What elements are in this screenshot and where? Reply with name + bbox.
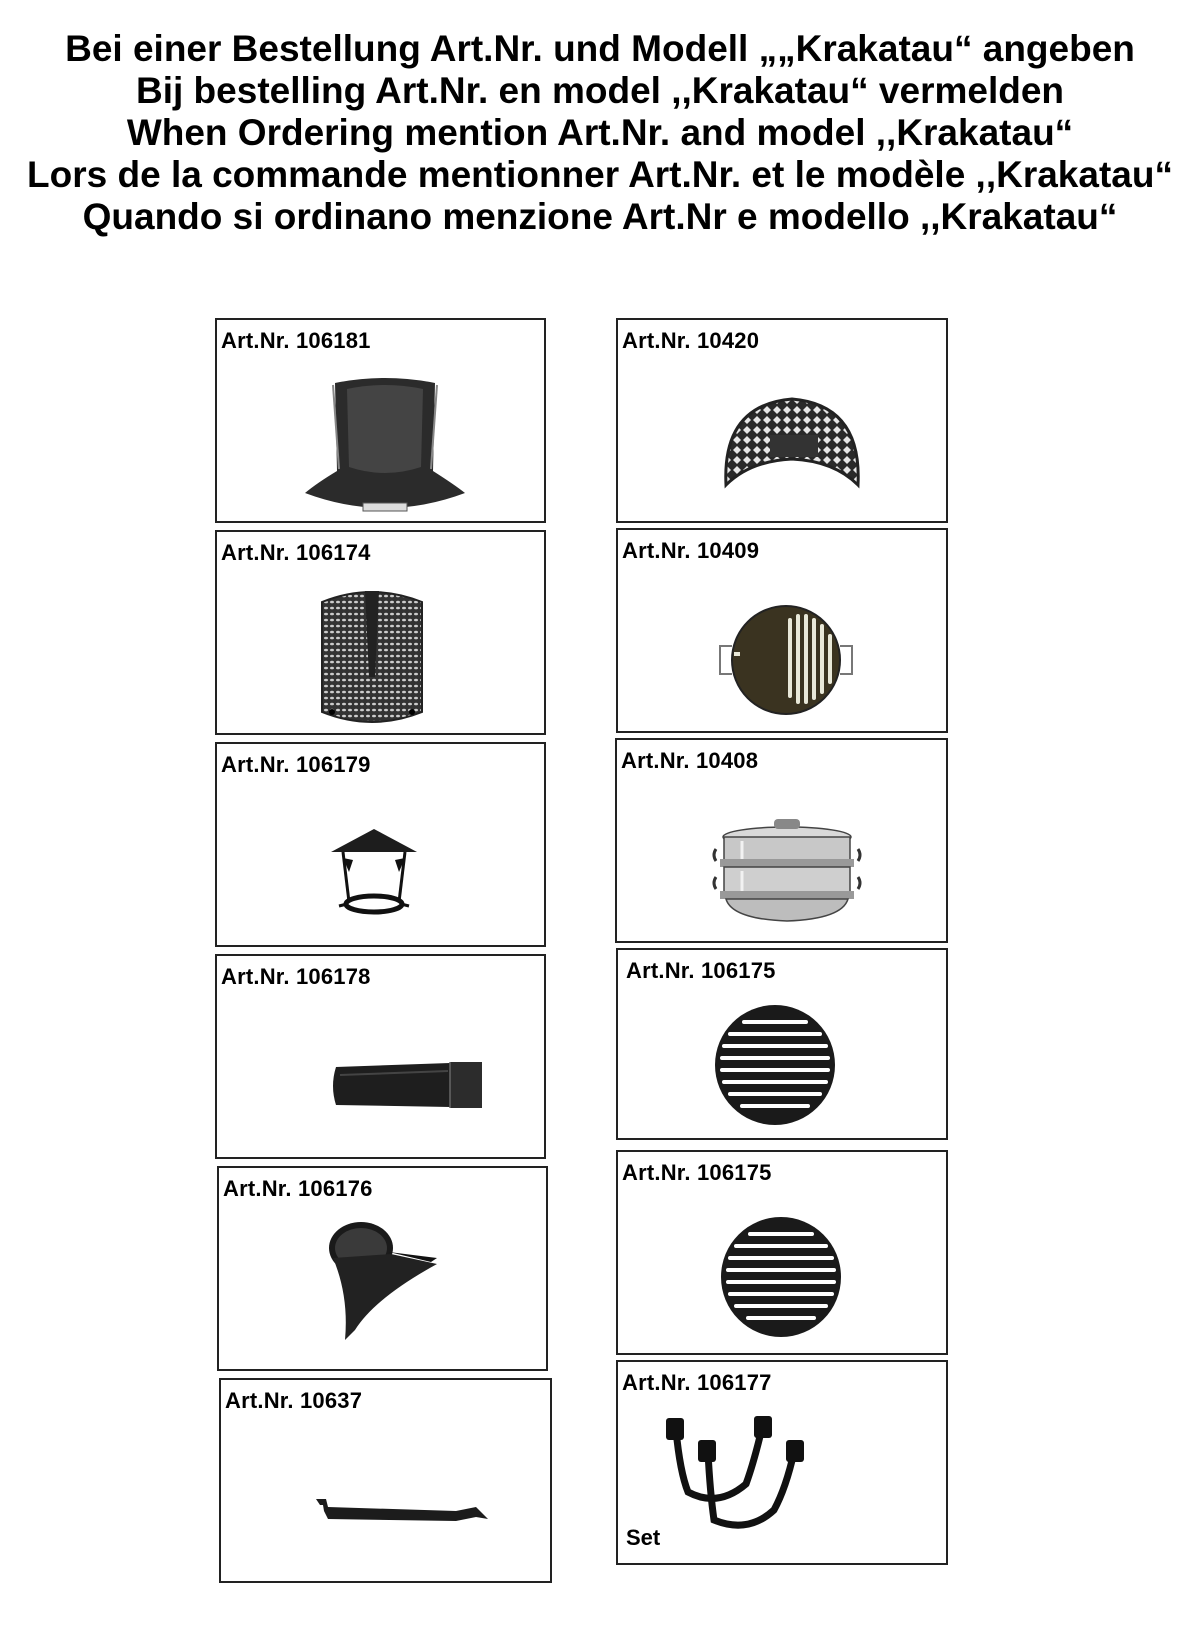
part-106179 [215, 742, 546, 947]
grill-grate-icon [716, 1212, 846, 1342]
poker-tool-icon [316, 1495, 496, 1535]
part-number: Art.Nr. 106174 [221, 540, 371, 565]
instruction-german: Bei einer Bestellung Art.Nr. und Modell „„Krakatau“ angeben [65, 28, 1135, 69]
part-number: Art.Nr. 106175 [626, 958, 776, 983]
chimney-cap-icon [329, 824, 419, 924]
instruction-dutch: Bij bestelling Art.Nr. en model ,,Krakatau“ vermelden [136, 70, 1064, 111]
order-instructions [0, 28, 1200, 238]
part-106175-b [616, 1150, 948, 1355]
part-number: Art.Nr. 106181 [221, 328, 371, 353]
chimney-pipe-icon [330, 1061, 485, 1111]
half-moon-grate-icon [722, 395, 862, 495]
mesh-screen-icon [317, 587, 427, 727]
part-number: Art.Nr. 10637 [225, 1388, 363, 1413]
part-number: Art.Nr. 106177 [622, 1370, 772, 1395]
legs-set-icon [658, 1412, 808, 1542]
part-10409 [616, 528, 948, 733]
part-number: Art.Nr. 10420 [622, 328, 760, 353]
part-10637 [219, 1378, 552, 1583]
grill-grate-icon [710, 1000, 840, 1130]
part-number: Art.Nr. 106175 [622, 1160, 772, 1185]
part-10420 [616, 318, 948, 523]
part-106181 [215, 318, 546, 523]
part-number: Art.Nr. 10409 [622, 538, 760, 563]
instruction-english: When Ordering mention Art.Nr. and model ,,Krakatau“ [126, 112, 1074, 153]
part-106175-a [616, 948, 948, 1140]
steamer-pot-icon [712, 815, 862, 925]
part-10408 [615, 738, 948, 943]
part-106177 [616, 1360, 948, 1565]
set-note: Set [626, 1525, 661, 1550]
funnel-icon [319, 1218, 449, 1348]
instruction-italian: Quando si ordinano menzione Art.Nr e modello ,,Krakatau“ [82, 196, 1118, 237]
part-106176 [217, 1166, 548, 1371]
part-106178 [215, 954, 546, 1159]
part-number: Art.Nr. 106179 [221, 752, 371, 777]
fire-bowl-icon [305, 375, 465, 515]
part-106174 [215, 530, 546, 735]
instruction-french: Lors de la commande mentionner Art.Nr. et le modèle ,,Krakatau“ [27, 154, 1173, 195]
part-number: Art.Nr. 10408 [621, 748, 759, 773]
round-grate-handles-icon [716, 602, 856, 722]
part-number: Art.Nr. 106176 [223, 1176, 373, 1201]
part-number: Art.Nr. 106178 [221, 964, 371, 989]
